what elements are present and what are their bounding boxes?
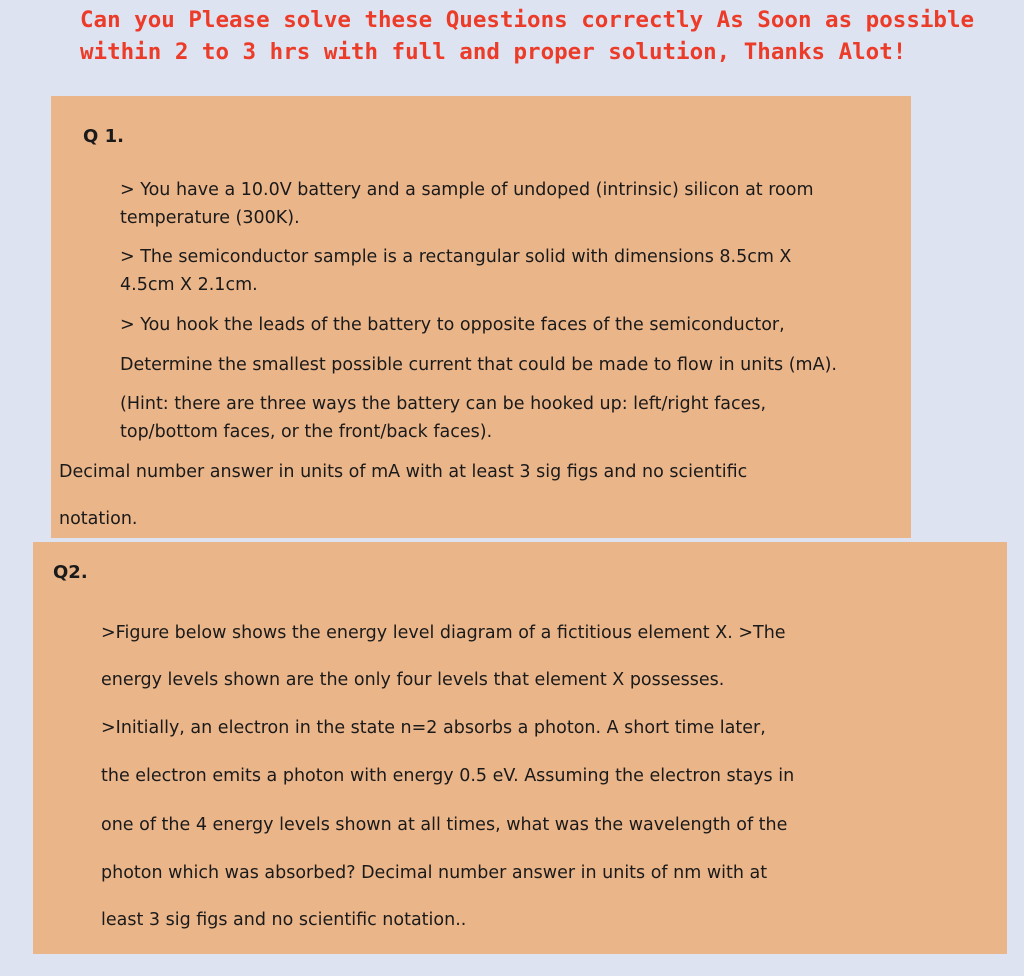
q2-line: photon which was absorbed? Decimal number answer in units of nm with at <box>101 863 768 883</box>
q1-answer-line: Decimal number answer in units of mA with at least 3 sig figs and no scientific <box>59 462 748 482</box>
q1-line: top/bottom faces, or the front/back faces). <box>120 422 493 442</box>
header-line-2: within 2 to 3 hrs with full and proper solution, Thanks Alot! <box>80 39 907 65</box>
q2-line: energy levels shown are the only four levels that element X possesses. <box>101 670 725 690</box>
q1-line: 4.5cm X 2.1cm. <box>120 275 258 295</box>
question-1-box <box>51 96 911 538</box>
question-2-title: Q2. <box>53 562 88 583</box>
q1-line: (Hint: there are three ways the battery can be hooked up: left/right faces, <box>120 394 767 414</box>
q2-line: >Initially, an electron in the state n=2 absorbs a photon. A short time later, <box>101 718 766 738</box>
q2-line: one of the 4 energy levels shown at all times, what was the wavelength of the <box>101 815 788 835</box>
header-line-1: Can you Please solve these Questions correctly As Soon as possible <box>80 7 975 33</box>
q1-answer-line: notation. <box>59 509 138 529</box>
request-header <box>80 4 1010 68</box>
q2-line: least 3 sig figs and no scientific notation.. <box>101 910 467 930</box>
q1-line: temperature (300K). <box>120 208 300 228</box>
q1-line: > The semiconductor sample is a rectangular solid with dimensions 8.5cm X <box>120 247 792 267</box>
q1-line: > You hook the leads of the battery to opposite faces of the semiconductor, <box>120 315 785 335</box>
q2-line: the electron emits a photon with energy 0.5 eV. Assuming the electron stays in <box>101 766 795 786</box>
question-1-title: Q 1. <box>83 126 124 147</box>
q1-line: > You have a 10.0V battery and a sample of undoped (intrinsic) silicon at room <box>120 180 814 200</box>
q2-line: >Figure below shows the energy level diagram of a fictitious element X. >The <box>101 623 786 643</box>
question-2-box <box>33 542 1007 954</box>
q1-line: Determine the smallest possible current that could be made to flow in units (mA). <box>120 355 837 375</box>
